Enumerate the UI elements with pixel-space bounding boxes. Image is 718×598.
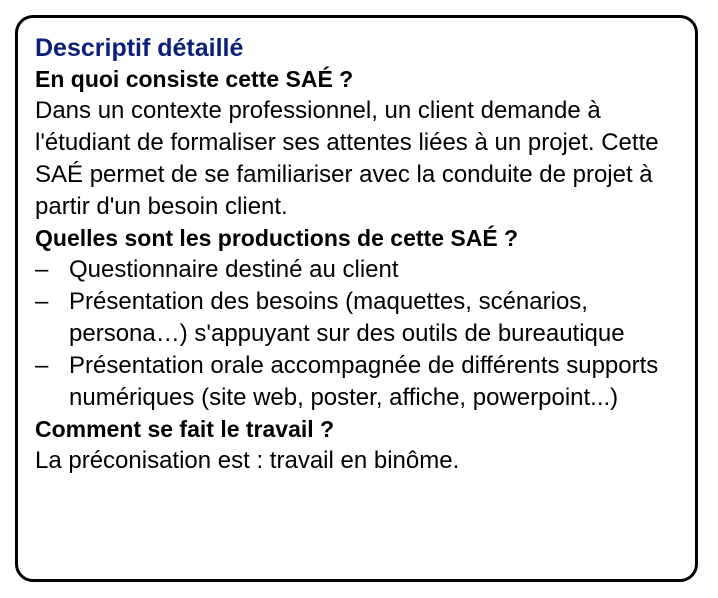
dash-bullet: – bbox=[35, 288, 49, 315]
list-item-text: Questionnaire destiné au client bbox=[69, 256, 399, 283]
card-title: Descriptif détaillé bbox=[35, 34, 244, 62]
dash-bullet: – bbox=[35, 352, 49, 379]
list-item bbox=[35, 254, 679, 286]
answer-consist: Dans un contexte professionnel, un client demande à l'étudiant de formaliser ses attentes liées à un projet. Cette SAÉ permet de se familiariser avec la conduite de projet à partir d'un besoin client. bbox=[35, 97, 659, 220]
list-item bbox=[35, 286, 679, 350]
list-item-text: Présentation orale accompagnée de différents supports numériques (site web, poster, affiche, powerpoint...) bbox=[69, 352, 659, 411]
question-work: Comment se fait le travail ? bbox=[35, 416, 335, 442]
list-item bbox=[35, 350, 679, 414]
question-consist: En quoi consiste cette SAÉ ? bbox=[35, 66, 354, 92]
list-item-text: Présentation des besoins (maquettes, scénarios, persona…) s'appuyant sur des outils de bureautique bbox=[69, 288, 625, 347]
answer-work: La préconisation est : travail en binôme. bbox=[35, 447, 460, 474]
description-card bbox=[15, 15, 698, 582]
question-productions: Quelles sont les productions de cette SAÉ ? bbox=[35, 225, 519, 251]
productions-list bbox=[35, 254, 679, 414]
dash-bullet: – bbox=[35, 256, 49, 283]
